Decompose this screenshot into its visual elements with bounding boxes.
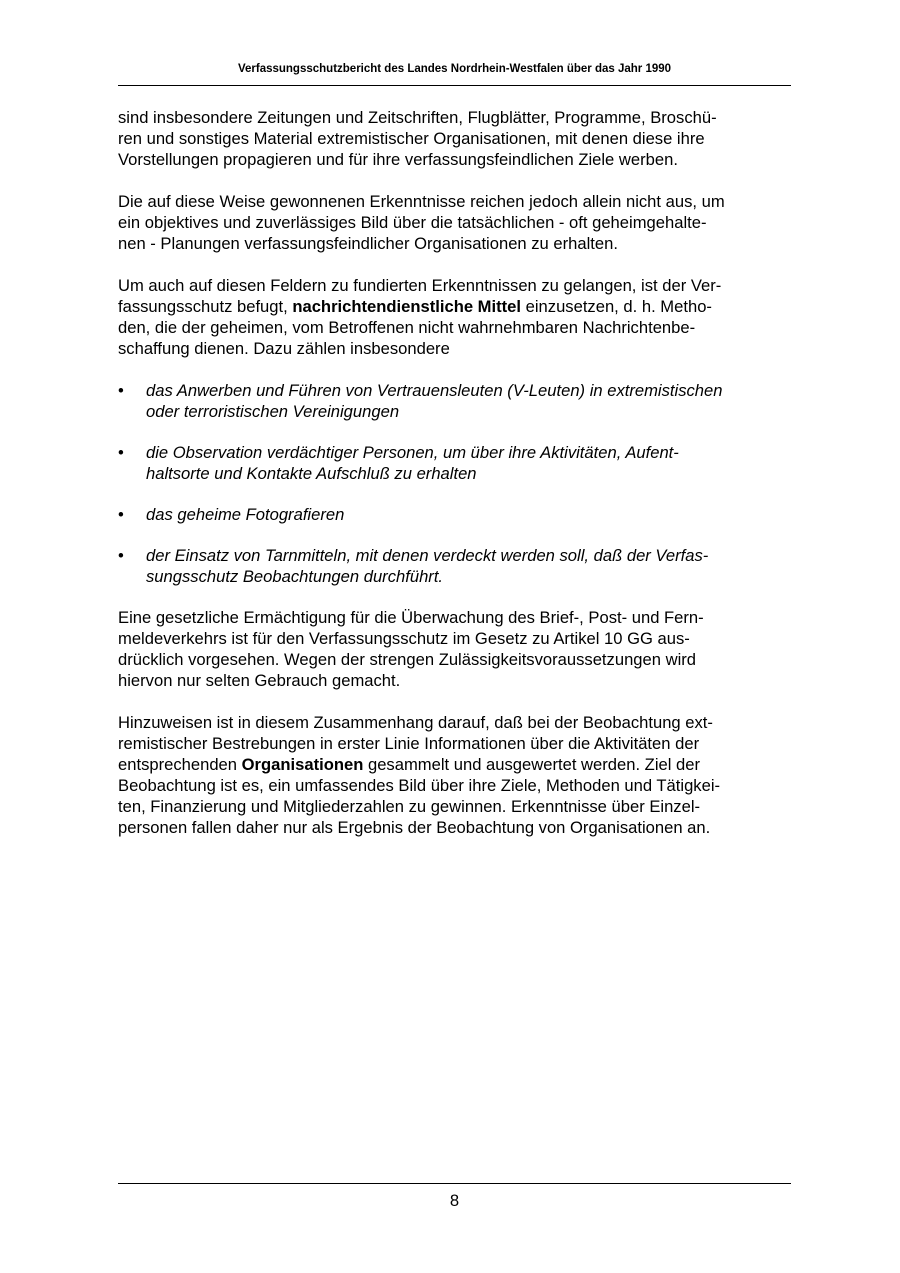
- text-line: das geheime Fotografieren: [146, 505, 345, 524]
- text-line: Die auf diese Weise gewonnenen Erkenntnisse reichen jedoch allein nicht aus, um: [118, 192, 725, 211]
- bullet-item-2: [118, 442, 790, 484]
- bullet-icon: •: [118, 505, 124, 524]
- bold-term-nachrichtendienstliche-mittel: nachrichtendienstliche Mittel: [292, 297, 522, 316]
- text-line: oder terroristischen Vereinigungen: [146, 402, 400, 421]
- document-body: [118, 107, 790, 859]
- text-line: meldeverkehrs ist für den Verfassungsschutz im Gesetz zu Artikel 10 GG aus-: [118, 629, 690, 648]
- text-line: sungsschutz Beobachtungen durchführt.: [146, 567, 444, 586]
- page-number: 8: [449, 1191, 460, 1210]
- text-line: Um auch auf diesen Feldern zu fundierten Erkenntnissen zu gelangen, ist der Ver-: [118, 276, 722, 295]
- bullet-icon: •: [118, 546, 124, 565]
- text-run: fassungsschutz befugt,: [118, 297, 293, 316]
- text-line: haltsorte und Kontakte Aufschluß zu erhalten: [146, 464, 477, 483]
- text-line: [118, 296, 790, 317]
- text-line: hiervon nur selten Gebrauch gemacht.: [118, 671, 401, 690]
- bullet-item-3: [118, 504, 790, 525]
- text-line: remistischer Bestrebungen in erster Linie Informationen über die Aktivitäten der: [118, 734, 700, 753]
- paragraph-3: [118, 275, 790, 359]
- text-line: [118, 754, 790, 775]
- text-line: Hinzuweisen ist in diesem Zusammenhang darauf, daß bei der Beobachtung ext-: [118, 713, 713, 732]
- text-line: ren und sonstiges Material extremistischer Organisationen, mit denen diese ihre: [118, 129, 705, 148]
- text-line: ein objektives und zuverlässiges Bild über die tatsächlichen - oft geheimgehalte-: [118, 213, 707, 232]
- paragraph-2: [118, 191, 790, 254]
- text-run: gesammelt und ausgewertet werden. Ziel der: [363, 755, 701, 774]
- bullet-icon: •: [118, 443, 124, 462]
- header-divider: [118, 85, 791, 86]
- text-run: einzusetzen, d. h. Metho-: [521, 297, 712, 316]
- bold-term-organisationen: Organisationen: [241, 755, 364, 774]
- text-line: drücklich vorgesehen. Wegen der strengen Zulässigkeitsvoraussetzungen wird: [118, 650, 697, 669]
- text-line: Beobachtung ist es, ein umfassendes Bild über ihre Ziele, Methoden und Tätigkei-: [118, 776, 721, 795]
- text-line: das Anwerben und Führen von Vertrauensleuten (V-Leuten) in extremistischen: [146, 381, 723, 400]
- paragraph-4: [118, 607, 790, 691]
- paragraph-1: [118, 107, 790, 170]
- bullet-item-1: [118, 380, 790, 422]
- text-line: die Observation verdächtiger Personen, um über ihre Aktivitäten, Aufent-: [146, 443, 679, 462]
- text-line: den, die der geheimen, vom Betroffenen nicht wahrnehmbaren Nachrichtenbe-: [118, 318, 696, 337]
- paragraph-5: [118, 712, 790, 838]
- text-line: personen fallen daher nur als Ergebnis der Beobachtung von Organisationen an.: [118, 818, 711, 837]
- bullet-item-4: [118, 545, 790, 587]
- text-line: nen - Planungen verfassungsfeindlicher Organisationen zu erhalten.: [118, 234, 618, 253]
- text-line: sind insbesondere Zeitungen und Zeitschriften, Flugblätter, Programme, Broschü-: [118, 108, 717, 127]
- text-line: schaffung dienen. Dazu zählen insbesondere: [118, 339, 450, 358]
- text-line: der Einsatz von Tarnmitteln, mit denen verdeckt werden soll, daß der Verfas-: [146, 546, 709, 565]
- text-line: Eine gesetzliche Ermächtigung für die Überwachung des Brief-, Post- und Fern-: [118, 608, 704, 627]
- bullet-list: [118, 380, 790, 587]
- page-header: Verfassungsschutzbericht des Landes Nordrhein-Westfalen über das Jahr 1990: [237, 63, 672, 75]
- text-line: Vorstellungen propagieren und für ihre verfassungsfeindlichen Ziele werben.: [118, 150, 678, 169]
- text-run: entsprechenden: [118, 755, 242, 774]
- footer-divider: [118, 1183, 791, 1184]
- bullet-icon: •: [118, 381, 124, 400]
- text-line: ten, Finanzierung und Mitgliederzahlen zu gewinnen. Erkenntnisse über Einzel-: [118, 797, 701, 816]
